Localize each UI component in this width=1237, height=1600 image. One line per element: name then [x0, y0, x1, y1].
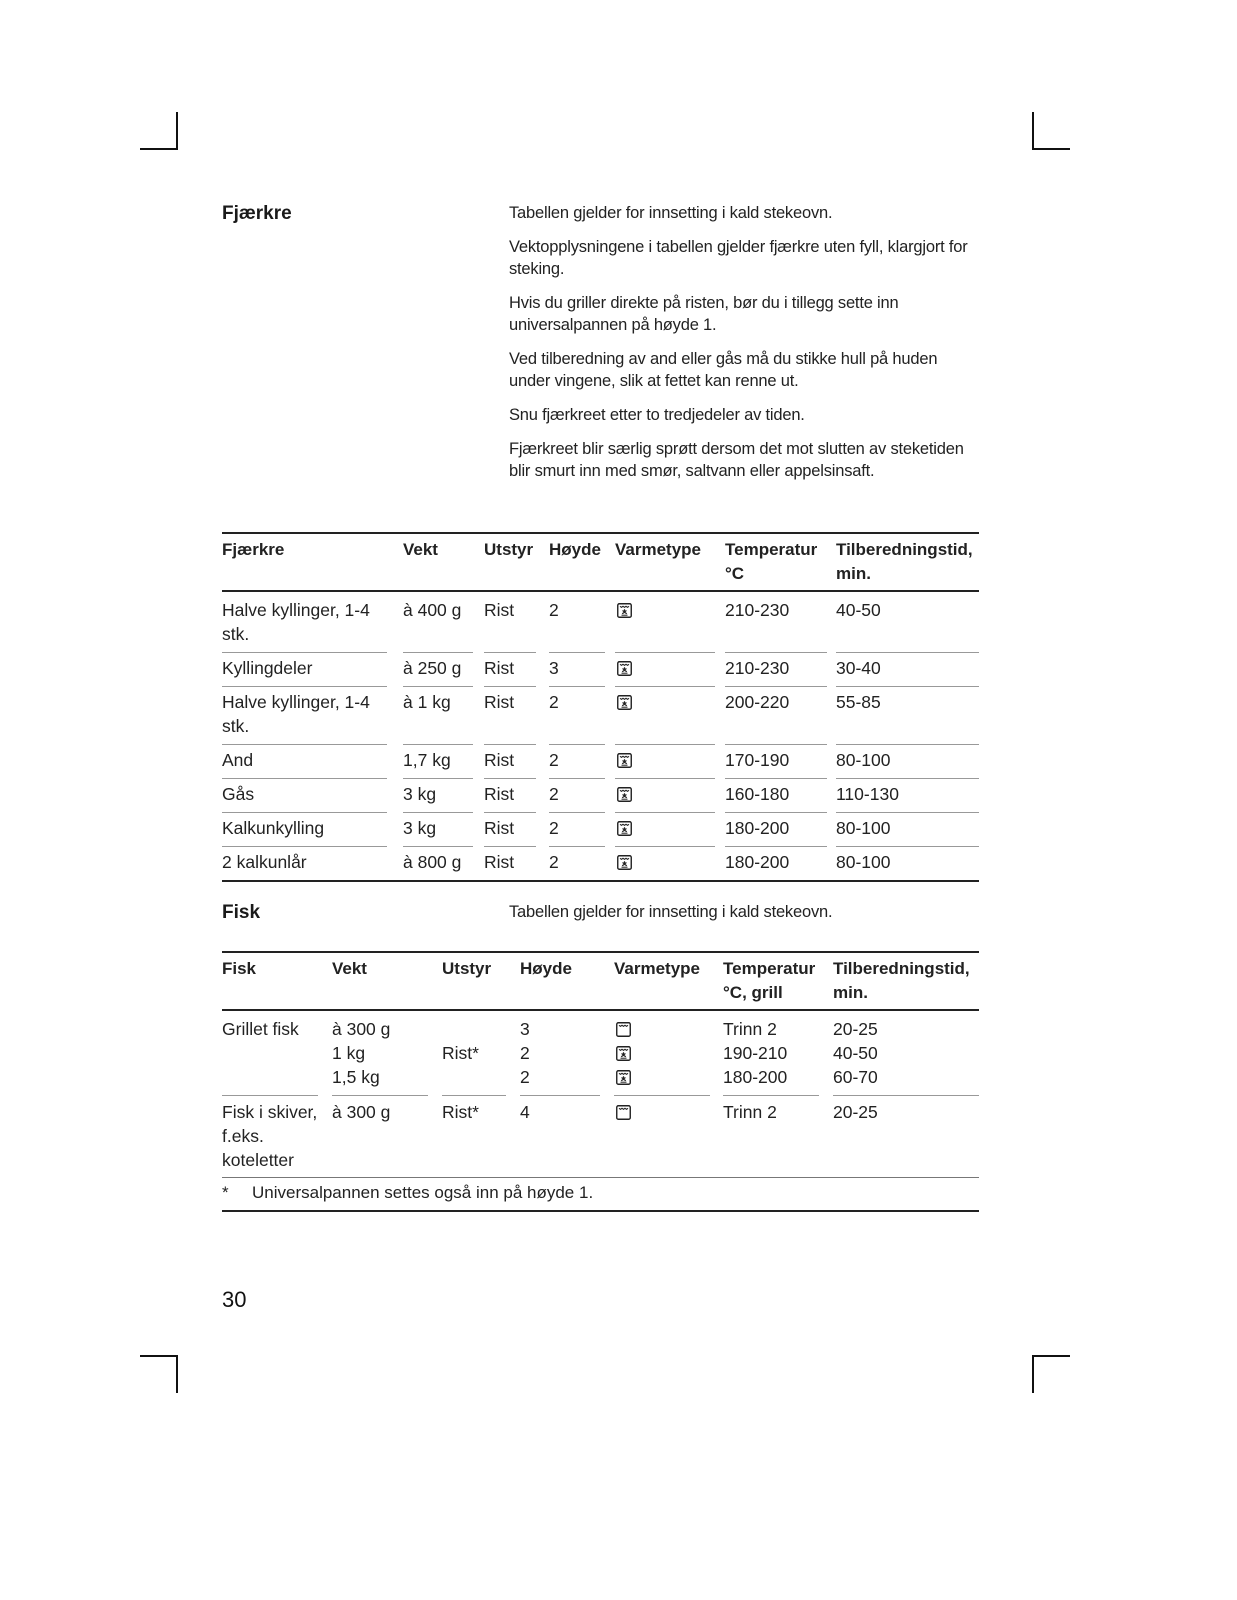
cell-temperature: 210-230	[725, 658, 790, 678]
circulating-grill-icon	[617, 661, 632, 676]
circulating-grill-icon	[617, 753, 632, 768]
column-header: Utstyr	[484, 540, 534, 559]
row-separator	[549, 846, 605, 847]
row-separator	[725, 778, 827, 779]
column-header: Fisk	[222, 959, 257, 978]
cell-equipment: Rist	[484, 600, 515, 620]
column-header: Temperatur °C	[725, 540, 818, 583]
crop-mark-bottom-left-v	[176, 1355, 178, 1393]
row-separator	[614, 1095, 710, 1096]
row-separator	[833, 1095, 979, 1096]
footnote-separator	[222, 1177, 979, 1178]
cell-time: 110-130	[836, 784, 899, 804]
crop-mark-top-right-h	[1032, 148, 1070, 150]
row-separator	[403, 652, 473, 653]
column-header: Tilberedningstid, min.	[836, 540, 973, 583]
cell-level: 2	[549, 600, 559, 620]
row-separator	[549, 652, 605, 653]
cell-weight: 1,7 kg	[403, 750, 451, 770]
row-separator	[615, 846, 715, 847]
cell-food: Halve kyllinger, 1-4 stk.	[222, 600, 370, 644]
row-separator	[484, 812, 536, 813]
cell-level: 2	[549, 750, 559, 770]
cell-food: 2 kalkunlår	[222, 852, 307, 872]
row-separator	[222, 1095, 318, 1096]
row-separator	[836, 686, 979, 687]
cell-food: Kalkunkylling	[222, 818, 325, 838]
column-header: Temperatur °C, grill	[723, 959, 816, 1002]
cell-equipment: Rist	[484, 692, 515, 712]
row-separator	[615, 744, 715, 745]
poultry-heading: Fjærkre	[222, 203, 292, 224]
footnote-mark: *	[222, 1183, 229, 1202]
cell-temperature: 170-190	[725, 750, 790, 770]
cell-level: 2	[549, 784, 559, 804]
cell-temperature: 180-200	[725, 818, 790, 838]
poultry-intro-paragraph: Snu fjærkreet etter to tredjedeler av tiden.	[509, 406, 805, 424]
cell-temperature: Trinn 2 190-210 180-200	[723, 1019, 788, 1087]
column-header: Fjærkre	[222, 540, 285, 559]
cell-equipment: Rist	[484, 784, 515, 804]
cell-food: Grillet fisk	[222, 1019, 299, 1039]
poultry-table	[222, 532, 979, 882]
crop-mark-bottom-left-h	[140, 1355, 178, 1357]
row-separator	[403, 778, 473, 779]
circulating-grill-icon	[617, 603, 632, 618]
row-separator	[484, 778, 536, 779]
circulating-grill-icon	[617, 821, 632, 836]
cell-temperature: Trinn 2	[723, 1102, 777, 1122]
row-separator	[836, 846, 979, 847]
row-separator	[484, 686, 536, 687]
crop-mark-top-left-v	[176, 112, 178, 150]
row-separator	[222, 652, 387, 653]
crop-mark-bottom-right-v	[1032, 1355, 1034, 1393]
column-header: Varmetype	[614, 959, 700, 978]
circulating-grill-icon	[616, 1046, 631, 1061]
cell-time: 20-25	[833, 1102, 878, 1122]
circulating-grill-icon	[617, 855, 632, 870]
table-top-rule	[222, 951, 979, 953]
cell-level: 4	[520, 1102, 530, 1122]
cell-level: 2	[549, 852, 559, 872]
column-header: Vekt	[403, 540, 438, 559]
row-separator	[484, 652, 536, 653]
poultry-intro-paragraph: Vektopplysningene i tabellen gjelder fjærkre uten fyll, klargjort for steking.	[509, 238, 968, 278]
column-header: Varmetype	[615, 540, 701, 559]
cell-time: 20-25 40-50 60-70	[833, 1019, 878, 1087]
row-separator	[725, 652, 827, 653]
circulating-grill-icon	[617, 695, 632, 710]
cell-weight: 3 kg	[403, 784, 437, 804]
circulating-grill-icon	[617, 787, 632, 802]
grill-icon	[616, 1105, 631, 1120]
cell-food: Halve kyllinger, 1-4 stk.	[222, 692, 370, 736]
row-separator	[549, 744, 605, 745]
fish-table	[222, 951, 979, 1211]
footnote: Universalpannen settes også inn på høyde 1.	[252, 1183, 594, 1202]
cell-time: 80-100	[836, 750, 891, 770]
poultry-intro	[509, 202, 979, 494]
column-header: Tilberedningstid, min.	[833, 959, 970, 1002]
cell-time: 30-40	[836, 658, 881, 678]
table-bottom-rule	[222, 880, 979, 882]
cell-temperature: 200-220	[725, 692, 790, 712]
poultry-intro-paragraph: Hvis du griller direkte på risten, bør du i tillegg sette inn universalpannen på høyde 1.	[509, 294, 899, 334]
row-separator	[725, 846, 827, 847]
cell-time: 80-100	[836, 818, 891, 838]
crop-mark-top-left-h	[140, 148, 178, 150]
grill-icon	[616, 1022, 631, 1037]
cell-time: 40-50	[836, 600, 881, 620]
header-rule	[222, 590, 979, 592]
row-separator	[725, 686, 827, 687]
cell-equipment: Rist	[484, 658, 515, 678]
cell-food: Gås	[222, 784, 255, 804]
column-header: Høyde	[549, 540, 601, 559]
row-separator	[549, 778, 605, 779]
cell-weight: à 800 g	[403, 852, 462, 872]
row-separator	[836, 652, 979, 653]
cell-temperature: 180-200	[725, 852, 790, 872]
fish-intro: Tabellen gjelder for innsetting i kald stekeovn.	[509, 903, 833, 921]
cell-weight: 3 kg	[403, 818, 437, 838]
cell-level: 2	[549, 692, 559, 712]
cell-level: 3 2 2	[520, 1019, 530, 1087]
cell-equipment: Rist	[484, 750, 515, 770]
table-top-rule	[222, 532, 979, 534]
cell-weight: à 300 g	[332, 1102, 391, 1122]
column-header: Utstyr	[442, 959, 492, 978]
row-separator	[723, 1095, 819, 1096]
row-separator	[549, 686, 605, 687]
row-separator	[615, 686, 715, 687]
circulating-grill-icon	[616, 1070, 631, 1085]
row-separator	[725, 744, 827, 745]
fish-heading: Fisk	[222, 902, 261, 923]
row-separator	[332, 1095, 428, 1096]
row-separator	[222, 812, 387, 813]
cell-equipment: Rist	[484, 852, 515, 872]
crop-mark-top-right-v	[1032, 112, 1034, 150]
row-separator	[836, 812, 979, 813]
cell-level: 2	[549, 818, 559, 838]
cell-food: Kyllingdeler	[222, 658, 313, 678]
cell-food: And	[222, 750, 254, 770]
cell-equipment: Rist*	[442, 1043, 479, 1063]
row-separator	[222, 744, 387, 745]
row-separator	[615, 812, 715, 813]
row-separator	[484, 744, 536, 745]
cell-temperature: 160-180	[725, 784, 790, 804]
crop-mark-bottom-right-h	[1032, 1355, 1070, 1357]
row-separator	[836, 744, 979, 745]
cell-weight: à 300 g 1 kg 1,5 kg	[332, 1019, 391, 1087]
row-separator	[222, 686, 387, 687]
row-separator	[549, 812, 605, 813]
column-header: Vekt	[332, 959, 367, 978]
table-bottom-rule	[222, 1210, 979, 1212]
row-separator	[222, 846, 387, 847]
row-separator	[222, 778, 387, 779]
cell-time: 80-100	[836, 852, 891, 872]
cell-weight: à 250 g	[403, 658, 462, 678]
cell-level: 3	[549, 658, 559, 678]
row-separator	[403, 686, 473, 687]
cell-equipment: Rist	[484, 818, 515, 838]
row-separator	[520, 1095, 600, 1096]
row-separator	[484, 846, 536, 847]
cell-weight: à 1 kg	[403, 692, 451, 712]
header-rule	[222, 1009, 979, 1011]
cell-temperature: 210-230	[725, 600, 790, 620]
cell-food: Fisk i skiver, f.eks. koteletter	[222, 1102, 318, 1170]
cell-time: 55-85	[836, 692, 881, 712]
row-separator	[403, 846, 473, 847]
row-separator	[615, 652, 715, 653]
poultry-intro-paragraph: Ved tilberedning av and eller gås må du stikke hull på huden under vingene, slik at fettet kan renne ut.	[509, 350, 938, 390]
row-separator	[442, 1095, 506, 1096]
row-separator	[725, 812, 827, 813]
poultry-intro-paragraph: Fjærkreet blir særlig sprøtt dersom det mot slutten av steketiden blir smurt inn med smør, saltvann eller appelsinsaft.	[509, 440, 964, 480]
page-number: 30	[222, 1287, 247, 1312]
cell-weight: à 400 g	[403, 600, 462, 620]
column-header: Høyde	[520, 959, 572, 978]
row-separator	[836, 778, 979, 779]
row-separator	[615, 778, 715, 779]
row-separator	[403, 812, 473, 813]
poultry-intro-paragraph: Tabellen gjelder for innsetting i kald stekeovn.	[509, 204, 833, 222]
row-separator	[403, 744, 473, 745]
cell-equipment: Rist*	[442, 1102, 479, 1122]
